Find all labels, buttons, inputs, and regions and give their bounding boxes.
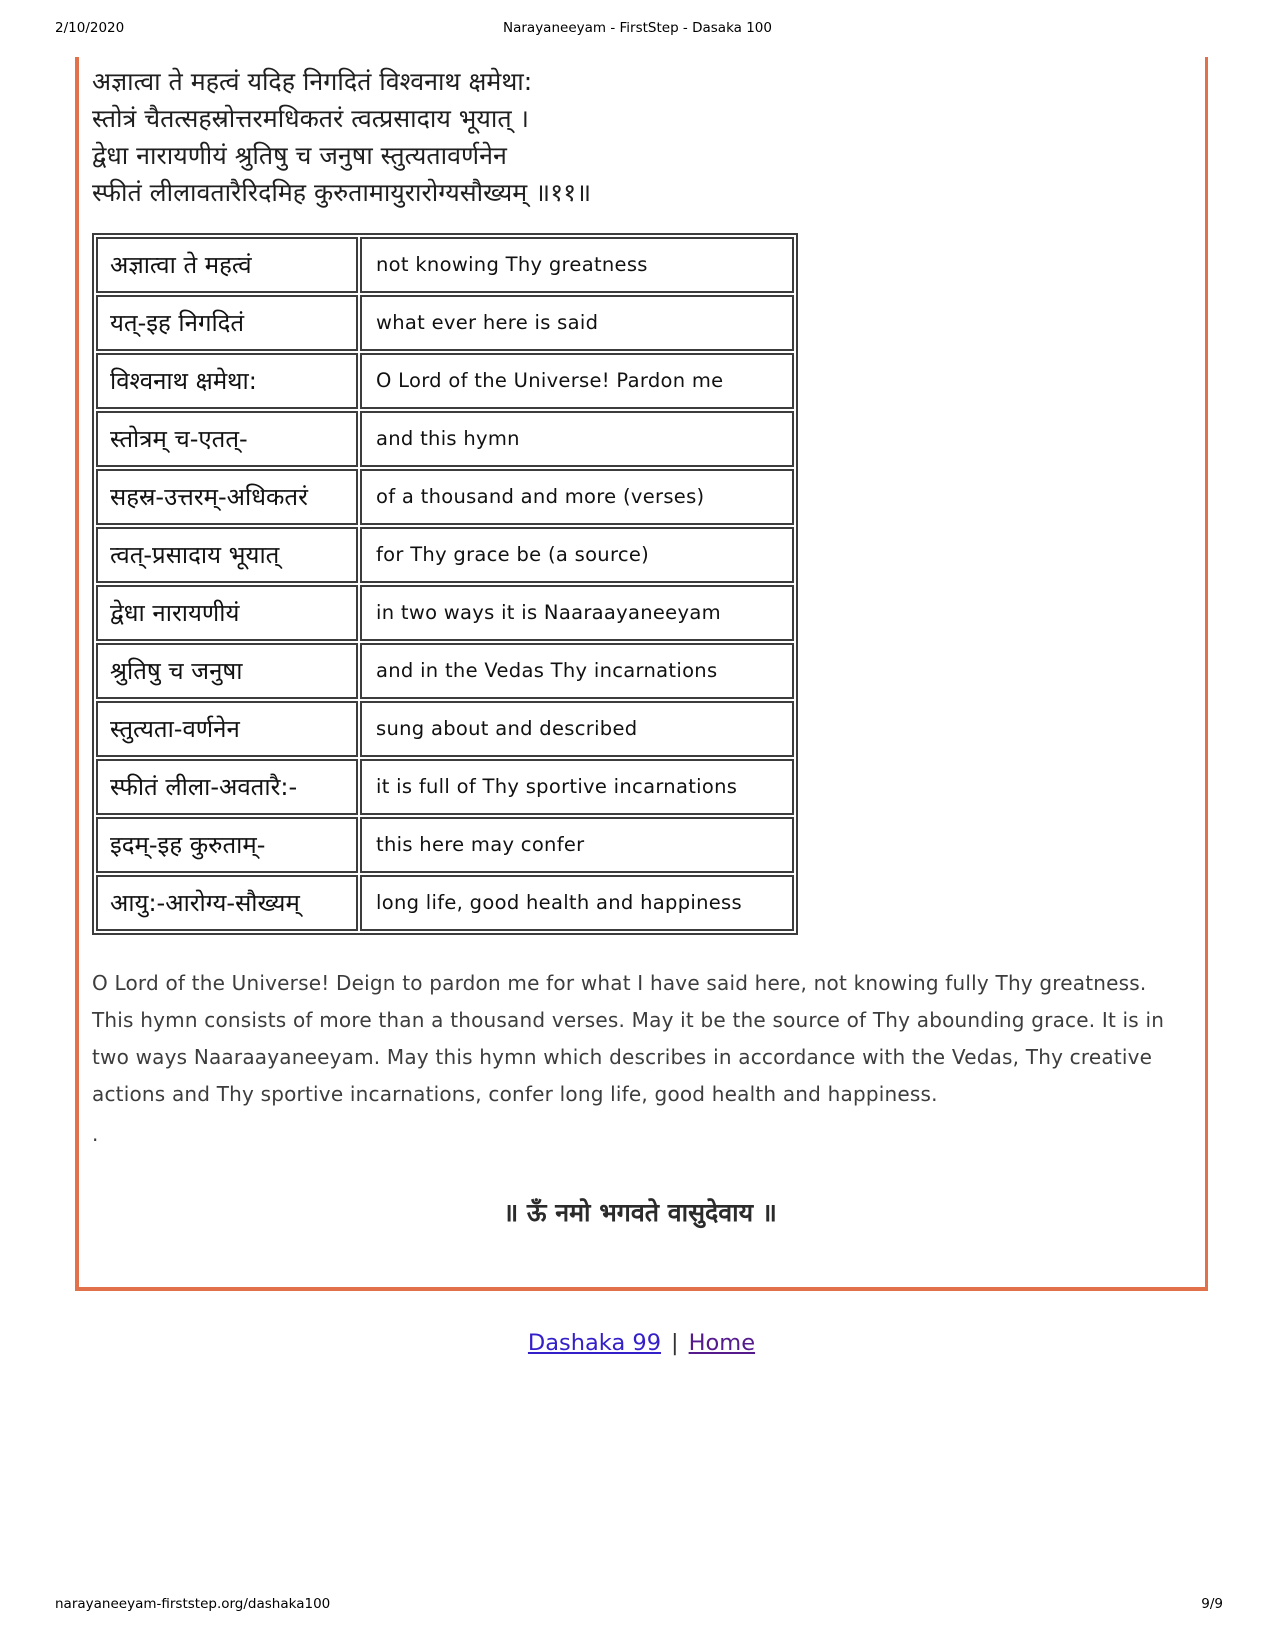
dashaka-99-link[interactable]: Dashaka 99: [527, 1330, 662, 1356]
sanskrit-phrase: स्तुत्यता-वर्णनेन: [96, 701, 358, 757]
table-row: [96, 701, 794, 757]
english-meaning: not knowing Thy greatness: [360, 237, 794, 293]
table-row: [96, 759, 794, 815]
table-row: [96, 875, 794, 931]
english-meaning: and in the Vedas Thy incarnations: [360, 643, 794, 699]
closing-mantra: ॥ ऊँ नमो भगवते वासुदेवाय ॥: [503, 1198, 777, 1227]
word-meaning-table: [92, 233, 798, 935]
table-row: [96, 469, 794, 525]
table-row: [96, 527, 794, 583]
english-meaning: long life, good health and happiness: [360, 875, 794, 931]
footer-url: narayaneeyam-firststep.org/dashaka100: [55, 1596, 331, 1612]
print-date: 2/10/2020: [55, 20, 125, 36]
english-meaning: for Thy grace be (a source): [360, 527, 794, 583]
verse-line: स्तोत्रं चैतत्सहस्रोत्तरमधिकतरं त्वत्प्रसादाय भूयात् ।: [92, 104, 529, 133]
bottom-navigation: [75, 1330, 1208, 1356]
english-meaning: it is full of Thy sportive incarnations: [360, 759, 794, 815]
table-row: [96, 411, 794, 467]
nav-separator: |: [671, 1330, 679, 1356]
footer-page-number: 9/9: [1201, 1596, 1223, 1612]
english-meaning: in two ways it is Naaraayaneeyam: [360, 585, 794, 641]
sanskrit-verse: [92, 63, 1205, 211]
english-meaning: sung about and described: [360, 701, 794, 757]
sanskrit-phrase: सहस्र-उत्तरम्-अधिकतरं: [96, 469, 358, 525]
english-meaning: this here may confer: [360, 817, 794, 873]
table-row: [96, 295, 794, 351]
print-header: [0, 20, 1275, 40]
verse-line: द्वेधा नारायणीयं श्रुतिषु च जनुषा स्तुत्यतावर्णनेन: [92, 141, 507, 170]
home-link[interactable]: Home: [688, 1330, 756, 1356]
trailing-dot: .: [92, 1122, 99, 1146]
sanskrit-phrase: अज्ञात्वा ते महत्वं: [96, 237, 358, 293]
sanskrit-phrase: स्फीतं लीला-अवतारै:-: [96, 759, 358, 815]
verse-line: अज्ञात्वा ते महत्वं यदिह निगदितं विश्वनाथ क्षमेथा:: [92, 67, 533, 96]
page-title: Narayaneeyam - FirstStep - Dasaka 100: [503, 20, 772, 36]
table-row: [96, 585, 794, 641]
sanskrit-phrase: आयु:-आरोग्य-सौख्यम्: [96, 875, 358, 931]
print-footer: [55, 1596, 1223, 1612]
sanskrit-phrase: यत्-इह निगदितं: [96, 295, 358, 351]
sanskrit-phrase: श्रुतिषु च जनुषा: [96, 643, 358, 699]
english-meaning: O Lord of the Universe! Pardon me: [360, 353, 794, 409]
sanskrit-phrase: स्तोत्रम् च-एतत्-: [96, 411, 358, 467]
sanskrit-phrase: इदम्-इह कुरुताम्-: [96, 817, 358, 873]
sanskrit-phrase: द्वेधा नारायणीयं: [96, 585, 358, 641]
english-meaning: of a thousand and more (verses): [360, 469, 794, 525]
table-row: [96, 353, 794, 409]
english-meaning: what ever here is said: [360, 295, 794, 351]
table-row: [96, 643, 794, 699]
english-meaning: and this hymn: [360, 411, 794, 467]
prose-translation: O Lord of the Universe! Deign to pardon me for what I have said here, not knowing fully Thy greatness. This hymn consists of more than a thousand verses. May it be the source of Thy abounding grace. It is in two ways Naaraayaneeyam. May this hymn which describes in accordance with the Vedas, Thy creative actions and Thy sportive incarnations, confer long life, good health and happiness.: [92, 971, 1165, 1106]
verse-line: स्फीतं लीलावतारैरिदमिह कुरुतामायुरारोग्यसौख्यम् ॥११॥: [92, 178, 592, 207]
table-row: [96, 817, 794, 873]
content-box: [75, 57, 1208, 1291]
sanskrit-phrase: त्वत्-प्रसादाय भूयात्: [96, 527, 358, 583]
table-row: [96, 237, 794, 293]
sanskrit-phrase: विश्वनाथ क्षमेथा:: [96, 353, 358, 409]
